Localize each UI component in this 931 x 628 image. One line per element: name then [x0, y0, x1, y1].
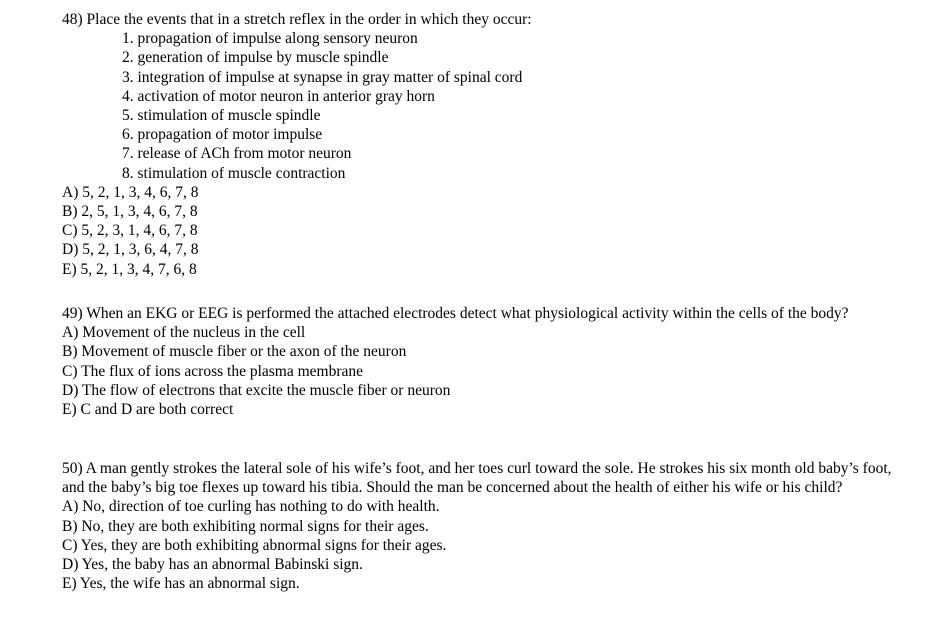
question-49 — [62, 304, 912, 419]
event-list — [62, 29, 912, 183]
list-item: 3. integration of impulse at synapse in gray matter of spinal cord — [122, 68, 523, 86]
answer-choice: A) No, direction of toe curling has nothing to do with health. — [62, 498, 440, 516]
question-stem: 48) Place the events that in a stretch reflex in the order in which they occur: — [62, 11, 532, 28]
answer-choice: E) Yes, the wife has an abnormal sign. — [62, 575, 300, 593]
list-item: 1. propagation of impulse along sensory neuron — [122, 30, 418, 48]
answer-choices — [62, 323, 912, 419]
answer-choices — [62, 497, 912, 593]
answer-choice: B) 2, 5, 1, 3, 4, 6, 7, 8 — [62, 203, 198, 221]
answer-choice: A) 5, 2, 1, 3, 4, 6, 7, 8 — [62, 183, 199, 201]
list-item: 5. stimulation of muscle spindle — [122, 107, 321, 125]
question-50 — [62, 459, 912, 593]
answer-choice: A) Movement of the nucleus in the cell — [62, 324, 306, 342]
answer-choice: D) The flow of electrons that excite the muscle fiber or neuron — [62, 381, 451, 399]
list-item: 4. activation of motor neuron in anterior gray horn — [122, 87, 435, 105]
answer-choice: E) C and D are both correct — [62, 401, 234, 419]
answer-choice: B) No, they are both exhibiting normal signs for their ages. — [62, 517, 429, 535]
answer-choice: B) Movement of muscle fiber or the axon of the neuron — [62, 343, 407, 361]
question-stem: 49) When an EKG or EEG is performed the attached electrodes detect what physiological activity within the cells of the body? — [62, 305, 849, 322]
answer-choices — [62, 183, 912, 279]
answer-choice: C) Yes, they are both exhibiting abnormal signs for their ages. — [62, 536, 447, 554]
list-item: 8. stimulation of muscle contraction — [122, 164, 346, 182]
answer-choice: C) The flux of ions across the plasma membrane — [62, 362, 364, 380]
answer-choice: E) 5, 2, 1, 3, 4, 7, 6, 8 — [62, 260, 197, 278]
question-stem: 50) A man gently strokes the lateral sole of his wife’s foot, and her toes curl toward the sole. He strokes his six month old baby’s foot, and the baby’s big toe flexes up toward his tibia. Should the man be concerned about the health of either his wife or his child? — [62, 460, 892, 497]
list-item: 6. propagation of motor impulse — [122, 126, 323, 144]
list-item: 2. generation of impulse by muscle spindle — [122, 49, 389, 67]
question-48 — [62, 10, 912, 279]
answer-choice: D) 5, 2, 1, 3, 6, 4, 7, 8 — [62, 241, 199, 259]
list-item: 7. release of ACh from motor neuron — [122, 145, 352, 163]
answer-choice: C) 5, 2, 3, 1, 4, 6, 7, 8 — [62, 222, 198, 240]
answer-choice: D) Yes, the baby has an abnormal Babinski sign. — [62, 556, 363, 574]
